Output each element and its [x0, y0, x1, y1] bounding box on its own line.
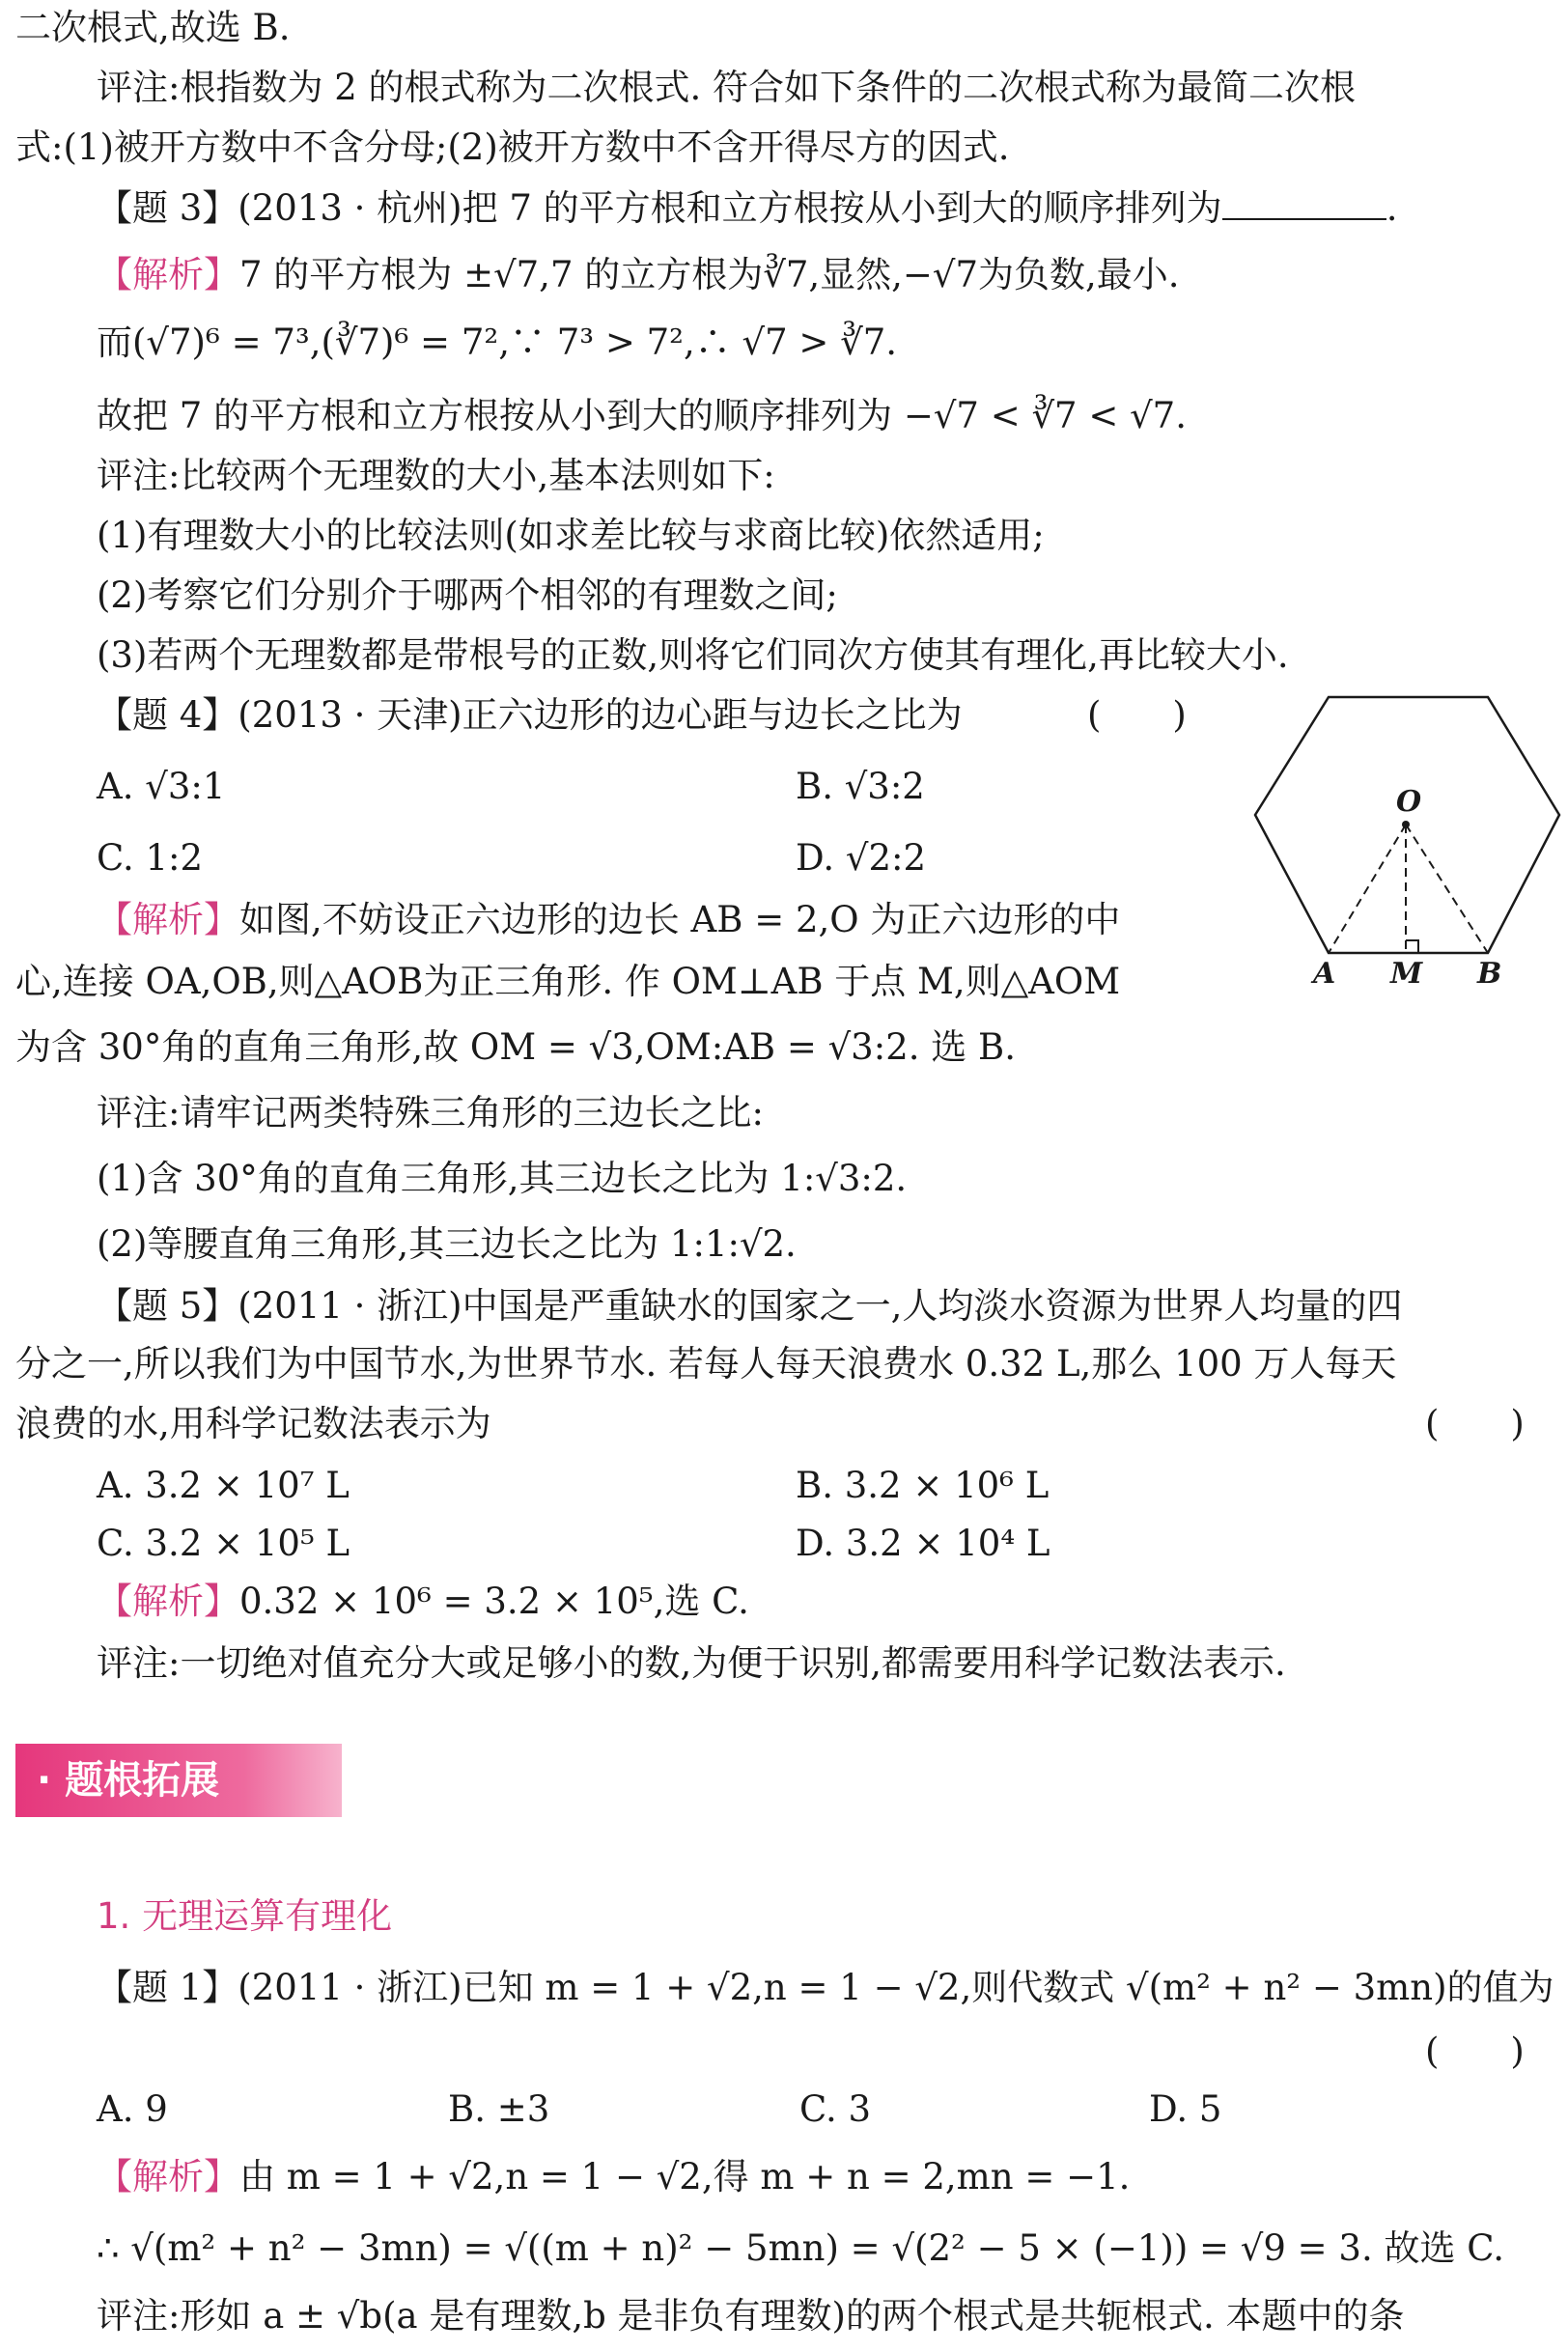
question-text: 【题 3】(2013 · 杭州)把 7 的平方根和立方根按从小到大的顺序排列为	[97, 187, 1222, 229]
text-line: 心,连接 OA,OB,则△AOB为正三角形. 作 OM⊥AB 于点 M,则△AOM	[15, 961, 1121, 1002]
solution-text: 由 m = 1 + √2,n = 1 − √2,得 m + n = 2,mn = −1.	[239, 2156, 1131, 2197]
text-line: (2)考察它们分别介于哪两个相邻的有理数之间;	[97, 574, 838, 616]
text-line: 分之一,所以我们为中国节水,为世界节水. 若每人每天浪费水 0.32 L,那么 100 万人每天	[15, 1343, 1397, 1385]
text-line: 而(√7)⁶ = 7³,(∛7)⁶ = 7²,∵ 7³ > 7²,∴ √7 > ∛7.	[97, 322, 898, 363]
choice-a: A. 9	[97, 2088, 168, 2130]
label-o: O	[1396, 785, 1422, 819]
text-line: ∴ √(m² + n² − 3mn) = √((m + n)² − 5mn) = √(2² − 5 × (−1)) = √9 = 3. 故选 C.	[97, 2227, 1505, 2269]
choice-a: A. √3:1	[97, 766, 226, 807]
section-banner: · 题根拓展	[15, 1744, 342, 1817]
right-angle-mark	[1406, 940, 1418, 953]
solution-tag: 【解析】	[97, 2156, 239, 2197]
center-point	[1402, 821, 1410, 828]
text-line: 式:(1)被开方数中不含分母;(2)被开方数中不含开得尽方的因式.	[15, 126, 1010, 168]
label-m: M	[1390, 957, 1423, 991]
text-line: (1)有理数大小的比较法则(如求差比较与求商比较)依然适用;	[97, 515, 1045, 556]
choice-c: C. 3.2 × 10⁵ L	[97, 1523, 350, 1564]
choice-a: A. 3.2 × 10⁷ L	[97, 1465, 350, 1506]
segment-ob	[1406, 825, 1488, 953]
question-3	[97, 187, 1398, 229]
question-end: .	[1386, 187, 1398, 229]
choice-d: D. 3.2 × 10⁴ L	[796, 1523, 1050, 1564]
solution-text: 0.32 × 10⁶ = 3.2 × 10⁵,选 C.	[239, 1581, 749, 1622]
text-line: (2)等腰直角三角形,其三边长之比为 1:1:√2.	[97, 1223, 797, 1265]
question-5: 【题 5】(2011 · 浙江)中国是严重缺水的国家之一,人均淡水资源为世界人均量的四	[97, 1285, 1403, 1327]
text-line: 为含 30°角的直角三角形,故 OM = √3,OM:AB = √3:2. 选 B.	[15, 1026, 1016, 1068]
question-4: 【题 4】(2013 · 天津)正六边形的边心距与边长之比为	[97, 694, 963, 736]
solution-line	[97, 899, 1121, 940]
question-1: 【题 1】(2011 · 浙江)已知 m = 1 + √2,n = 1 − √2,则代数式 √(m² + n² − 3mn)的值为	[97, 1967, 1554, 2008]
choice-b: B. ±3	[448, 2088, 550, 2130]
solution-line	[97, 2156, 1131, 2197]
answer-blank	[1222, 189, 1386, 220]
text-line: (1)含 30°角的直角三角形,其三边长之比为 1:√3:2.	[97, 1158, 908, 1199]
solution-text: 7 的平方根为 ±√7,7 的立方根为∛7,显然,−√7为负数,最小.	[239, 254, 1180, 295]
note-line: 评注:形如 a ± √b(a 是有理数,b 是非负有理数)的两个根式是共轭根式. 本题中的条	[97, 2295, 1405, 2337]
choice-d: D. 5	[1149, 2088, 1222, 2130]
subsection-heading: 1. 无理运算有理化	[97, 1895, 393, 1937]
solution-text: 如图,不妨设正六边形的边长 AB = 2,O 为正六边形的中	[239, 899, 1121, 940]
note-line: 评注:根指数为 2 的根式称为二次根式. 符合如下条件的二次根式称为最简二次根	[97, 67, 1357, 108]
choice-c: C. 3	[799, 2088, 872, 2130]
choice-b: B. 3.2 × 10⁶ L	[796, 1465, 1050, 1506]
text-line: 故把 7 的平方根和立方根按从小到大的顺序排列为 −√7 < ∛7 < √7.	[97, 395, 1187, 436]
choice-d: D. √2:2	[796, 837, 926, 879]
segment-oa	[1329, 825, 1406, 953]
solution-line	[97, 1581, 749, 1622]
label-b: B	[1477, 957, 1502, 991]
text-line: 二次根式,故选 B.	[15, 7, 291, 48]
answer-paren: ( )	[1087, 694, 1187, 736]
solution-tag: 【解析】	[97, 1581, 239, 1622]
choice-c: C. 1:2	[97, 837, 204, 879]
note-line: 评注:一切绝对值充分大或足够小的数,为便于识别,都需要用科学记数法表示.	[97, 1642, 1286, 1684]
choice-b: B. √3:2	[796, 766, 925, 807]
note-line: 评注:请牢记两类特殊三角形的三边长之比:	[97, 1092, 764, 1134]
answer-paren: ( )	[1425, 1403, 1525, 1444]
note-line: 评注:比较两个无理数的大小,基本法则如下:	[97, 455, 775, 496]
label-a: A	[1313, 957, 1336, 991]
text-line: 浪费的水,用科学记数法表示为	[15, 1403, 491, 1444]
text-line: (3)若两个无理数都是带根号的正数,则将它们同次方使其有理化,再比较大小.	[97, 634, 1289, 676]
solution-line	[97, 254, 1180, 295]
hexagon-figure	[1246, 687, 1564, 996]
solution-tag: 【解析】	[97, 254, 239, 295]
solution-tag: 【解析】	[97, 899, 239, 940]
answer-paren: ( )	[1425, 2030, 1525, 2072]
